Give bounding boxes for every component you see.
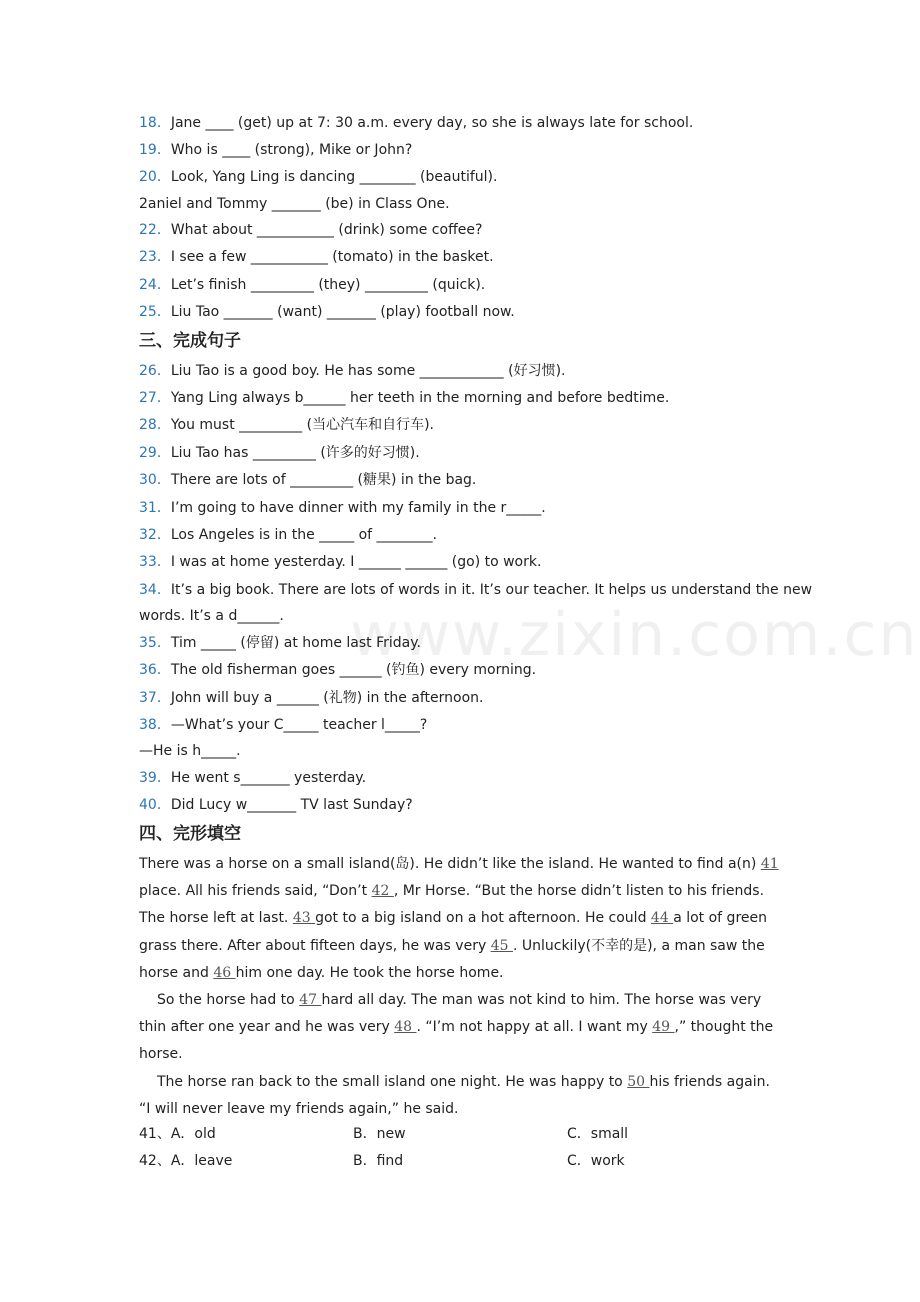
blank-41: 41 (760, 856, 779, 872)
question-37: 37．John will buy a ______ (礼物) in the afternoon. (139, 690, 484, 706)
cloze-paragraph-3: The horse ran back to the small island one night. He was happy to 50 his friends again. “I will never leave my friends again,” he said. (139, 1073, 770, 1117)
watermark: www.zixin.com.cn (350, 600, 919, 670)
blank-44: 44 (650, 910, 674, 927)
blank-50: 50 (627, 1073, 650, 1090)
option-row-41: 41、A．old (139, 1126, 216, 1142)
cloze-paragraph-1: There was a horse on a small island(岛). He didn’t like the island. He wanted to find a(n) 41 place. All his friends said, “Don’t 42 , Mr Horse. “But the horse didn’t listen to his friends. The horse left at last. 43 got to a big island on a hot afternoon. He could 44 a lot of green grass there. After about fifteen days, he was very 45 . Unluckily(不幸的是), a man saw the horse and 46 him one day. He took the horse home. (139, 856, 779, 981)
question-21: 2aniel and Tommy _______ (be) in Class One. (139, 196, 450, 212)
blank-43: 43 (292, 910, 316, 927)
question-23: 23．I see a few ___________ (tomato) in the basket. (139, 249, 494, 265)
blank-47: 47 (299, 992, 322, 1009)
question-34-continued: words. It’s a d______. (139, 608, 284, 624)
section-heading-3: 三、完成句子 (139, 331, 241, 351)
blank-45: 45 (490, 937, 513, 954)
question-28: 28．You must _________ (当心汽车和自行车). (139, 417, 434, 433)
section-heading-4: 四、完形填空 (139, 824, 241, 844)
question-36: 36．The old fisherman goes ______ (钓鱼) every morning. (139, 662, 537, 678)
question-32: 32．Los Angeles is in the _____ of ________. (139, 527, 438, 543)
blank-42: 42 (371, 883, 394, 900)
question-26: 26．Liu Tao is a good boy. He has some ____________ (好习惯). (139, 363, 566, 379)
option-42-b: B．find (353, 1153, 404, 1169)
cloze-paragraph-2: So the horse had to 47 hard all day. The man was not kind to him. The horse was very thin after one year and he was very 48 . “I’m not happy at all. I want my 49 ,” thought the horse. (139, 992, 774, 1063)
question-33: 33．I was at home yesterday. I ______ ______ (go) to work. (139, 554, 542, 570)
question-40: 40．Did Lucy w_______ TV last Sunday? (139, 797, 413, 813)
cloze-passage (139, 851, 779, 1123)
question-39: 39．He went s_______ yesterday. (139, 770, 367, 786)
blank-49: 49 (652, 1019, 675, 1036)
question-19: 19．Who is ____ (strong), Mike or John? (139, 142, 413, 158)
question-31: 31．I’m going to have dinner with my family in the r_____. (139, 500, 546, 516)
question-38-answer: —He is h_____. (139, 743, 241, 759)
question-18: 18．Jane ____ (get) up at 7: 30 a.m. every day, so she is always late for school. (139, 115, 694, 131)
blank-46: 46 (213, 964, 236, 981)
option-row-42: 42、A．leave (139, 1153, 233, 1169)
option-41-c: C．small (567, 1126, 629, 1142)
question-38: 38．—What’s your C_____ teacher l_____? (139, 717, 428, 733)
question-27: 27．Yang Ling always b______ her teeth in the morning and before bedtime. (139, 390, 670, 406)
question-20: 20．Look, Yang Ling is dancing ________ (beautiful). (139, 169, 498, 185)
option-42-c: C．work (567, 1153, 625, 1169)
question-22: 22．What about ___________ (drink) some coffee? (139, 222, 483, 238)
question-30: 30．There are lots of _________ (糖果) in the bag. (139, 472, 477, 488)
question-25: 25．Liu Tao _______ (want) _______ (play) football now. (139, 304, 515, 320)
question-35: 35．Tim _____ (停留) at home last Friday. (139, 635, 421, 651)
question-29: 29．Liu Tao has _________ (许多的好习惯). (139, 445, 420, 461)
question-24: 24．Let’s finish _________ (they) _________ (quick). (139, 277, 486, 293)
option-41-b: B．new (353, 1126, 406, 1142)
question-34: 34．It’s a big book. There are lots of words in it. It’s our teacher. It helps us understand the new (139, 582, 813, 598)
blank-48: 48 (394, 1019, 417, 1036)
